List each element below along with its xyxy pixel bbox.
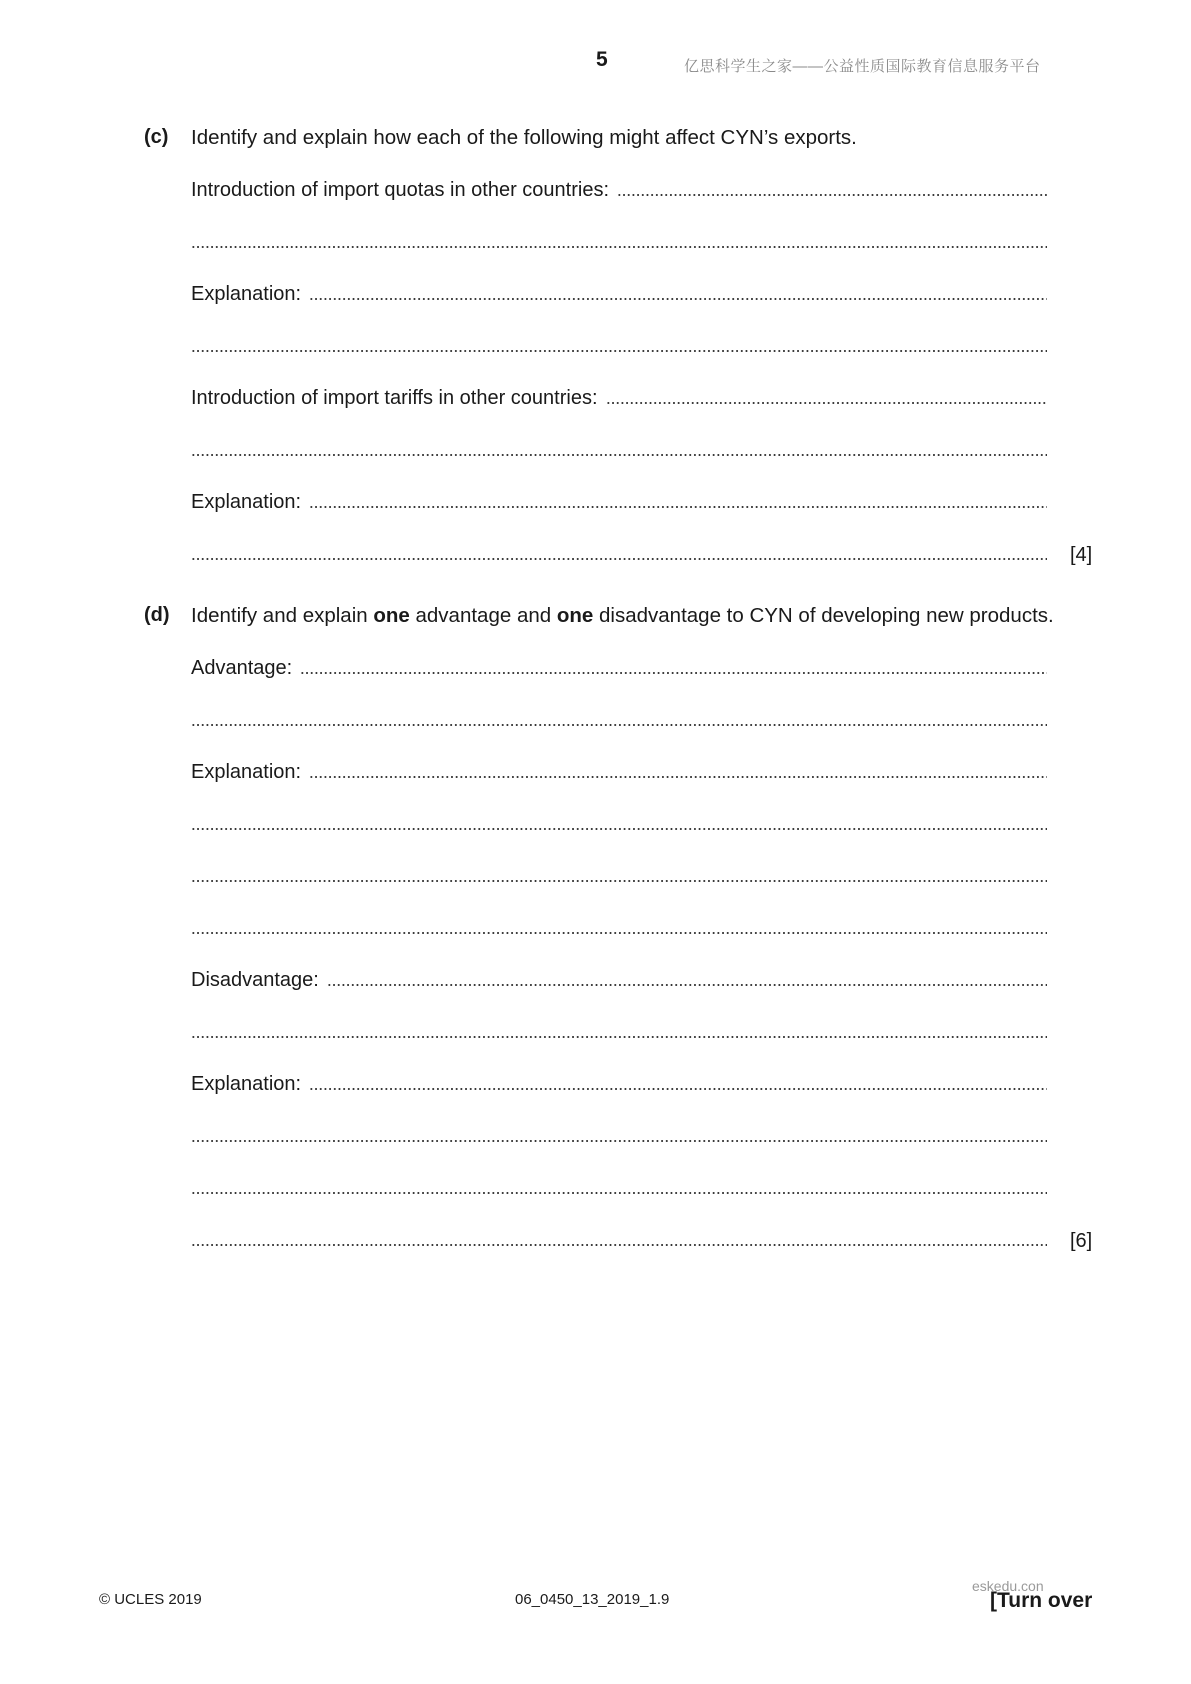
part-c-label: (c): [144, 126, 169, 148]
answer-line-explanation-advantage[interactable]: [191, 760, 1047, 784]
answer-line-quotas[interactable]: [191, 178, 1047, 202]
part-d-question: Identify and explain one advantage and one disadvantage to CYN of developing new products.: [191, 604, 1054, 627]
dotted-line: [191, 452, 1047, 458]
quotas-label: Introduction of import quotas in other countries:: [191, 179, 610, 201]
dotted-line: [606, 400, 1048, 406]
dotted-line: [617, 192, 1047, 198]
answer-line[interactable]: [191, 812, 1047, 836]
part-c-question: Identify and explain how each of the following might affect CYN’s exports.: [191, 126, 857, 149]
turn-over: [Turn over: [990, 1589, 1093, 1612]
answer-line[interactable]: [191, 230, 1047, 254]
dotted-line: [191, 244, 1047, 250]
dotted-line: [191, 1190, 1047, 1196]
answer-line[interactable]: [191, 916, 1047, 940]
explanation-label: Explanation:: [191, 1073, 302, 1095]
dotted-line: [327, 982, 1047, 988]
dotted-line: [191, 826, 1047, 832]
dotted-line: [300, 670, 1047, 676]
answer-line-explanation-quotas[interactable]: [191, 282, 1047, 306]
dotted-line: [309, 296, 1047, 302]
answer-line[interactable]: [191, 864, 1047, 888]
explanation-label: Explanation:: [191, 761, 302, 783]
answer-line-disadvantage[interactable]: [191, 968, 1047, 992]
dotted-line: [191, 722, 1047, 728]
paper-code: 06_0450_13_2019_1.9: [515, 1591, 670, 1608]
dotted-line: [191, 930, 1047, 936]
part-d-label: (d): [144, 604, 170, 626]
page-number: 5: [596, 48, 608, 71]
copyright: © UCLES 2019: [99, 1591, 202, 1608]
answer-line[interactable]: [191, 1228, 1047, 1252]
explanation-label: Explanation:: [191, 491, 302, 513]
dotted-line: [191, 348, 1047, 354]
answer-line[interactable]: [191, 708, 1047, 732]
answer-line[interactable]: [191, 438, 1047, 462]
disadvantage-label: Disadvantage:: [191, 969, 319, 991]
answer-line-tariffs[interactable]: [191, 386, 1047, 410]
advantage-label: Advantage:: [191, 657, 293, 679]
dotted-line: [191, 1034, 1047, 1040]
dotted-line: [309, 504, 1047, 510]
answer-line-explanation-tariffs[interactable]: [191, 490, 1047, 514]
answer-line[interactable]: [191, 1124, 1047, 1148]
answer-line-explanation-disadvantage[interactable]: [191, 1072, 1047, 1096]
header-watermark: 亿思科学生之家——公益性质国际教育信息服务平台: [684, 58, 1041, 75]
footer-watermark: eskedu.con: [972, 1578, 1044, 1594]
dotted-line: [309, 774, 1047, 780]
answer-line[interactable]: [191, 334, 1047, 358]
dotted-line: [191, 1138, 1047, 1144]
answer-line[interactable]: [191, 1020, 1047, 1044]
explanation-label: Explanation:: [191, 283, 302, 305]
answer-line[interactable]: [191, 542, 1047, 566]
tariffs-label: Introduction of import tariffs in other countries:: [191, 387, 598, 409]
answer-line-advantage[interactable]: [191, 656, 1047, 680]
part-d-marks: [6]: [1070, 1230, 1093, 1252]
dotted-line: [191, 1242, 1047, 1248]
answer-line[interactable]: [191, 1176, 1047, 1200]
dotted-line: [309, 1086, 1047, 1092]
dotted-line: [191, 878, 1047, 884]
dotted-line: [191, 556, 1047, 562]
part-c-marks: [4]: [1070, 544, 1093, 566]
